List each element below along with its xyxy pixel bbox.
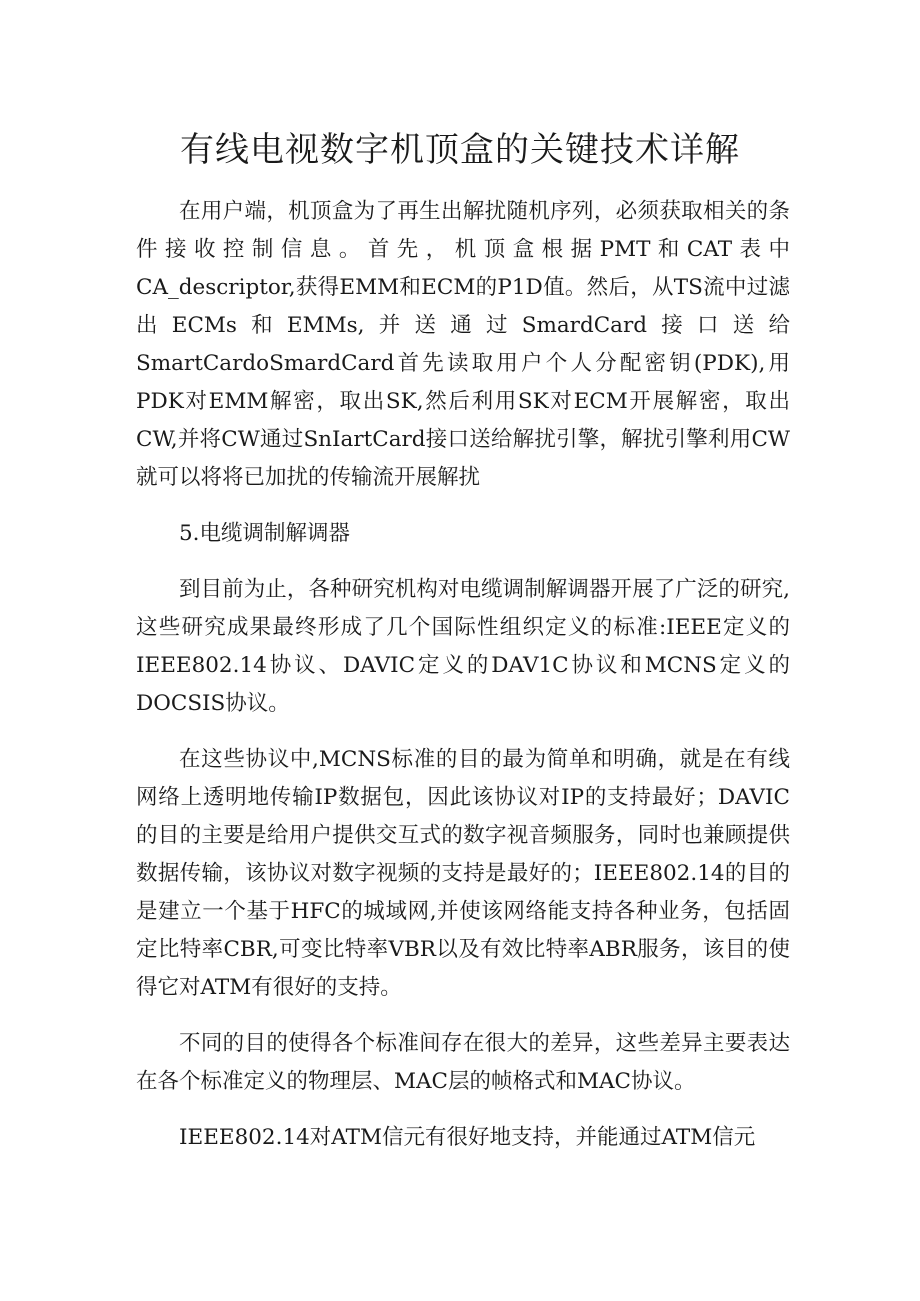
paragraph-ca-process: 在用户端，机顶盒为了再生出解扰随机序列，必须获取相关的条件接收控制信息。首先，机顶盒根据PMT和CAT表中CA_descriptor,获得EMM和ECM的P1D值。然后，从TS流中过滤出ECMs和EMMs,并送通过SmardCard接口送给SmartCardoSmardCard首先读取用户个人分配密钥(PDK),用PDK对EMM解密，取出SK,然后利用SK对ECM开展解密，取出CW,并将CW通过SnIartCard接口送给解扰引擎，解扰引擎利用CW就可以将将已加扰的传输流开展解扰 [136,199,790,490]
paragraph-differences: 不同的目的使得各个标准间存在很大的差异，这些差异主要表达在各个标准定义的物理层、MAC层的帧格式和MAC协议。 [136,1031,790,1094]
paragraph-standards: 到目前为止，各种研究机构对电缆调制解调器开展了广泛的研究,这些研究成果最终形成了几个国际性组织定义的标准:IEEE定义的IEEE802.14协议、DAVIC定义的DAV1C协议和MCNS定义的DOCSIS协议。 [136,577,790,716]
document-body [136,193,790,1175]
section-heading-cable-modem: 5.电缆调制解调器 [179,521,351,546]
paragraph-ieee-atm: IEEE802.14对ATM信元有很好地支持，并能通过ATM信元 [179,1125,756,1150]
paragraph-protocol-goals: 在这些协议中,MCNS标准的目的最为简单和明确，就是在有线网络上透明地传输IP数据包，因此该协议对IP的支持最好；DAVIC的目的主要是给用户提供交互式的数字视音频服务，同时也兼顾提供数据传输，该协议对数字视频的支持是最好的；IEEE802.14的目的是建立一个基于HFC的城域网,并使该网络能支持各种业务，包括固定比特率CBR,可变比特率VBR以及有效比特率ABR服务，该目的使得它对ATM有很好的支持。 [136,747,790,1000]
document-title: 有线电视数字机顶盒的关键技术详解 [180,130,740,170]
